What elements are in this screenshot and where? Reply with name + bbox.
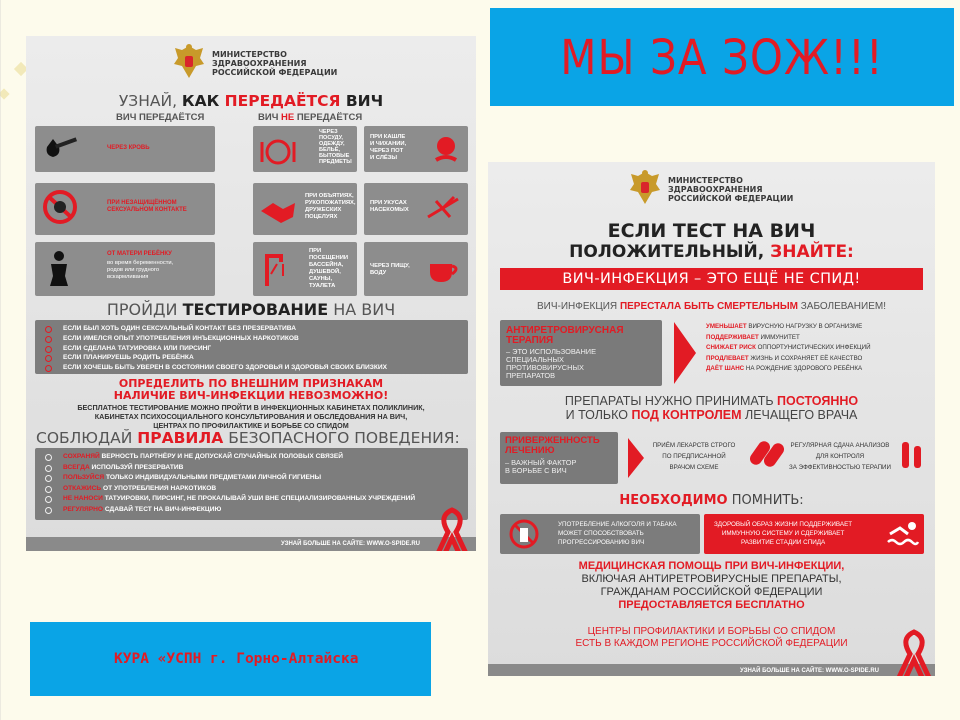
ministry-name: МИНИСТЕРСТВО ЗДРАВООХРАНЕНИЯ РОССИЙСКОЙ ФЕДЕРАЦИИ — [668, 175, 794, 203]
card-cough: ПРИ КАШЛЕ И ЧИХАНИИ, ЧЕРЕЗ ПОТ И СЛЁЗЫ — [364, 126, 468, 172]
mother-icon — [39, 250, 81, 286]
medication-text: ПРЕПАРАТЫ НУЖНО ПРИНИМАТЬ ПОСТОЯННО И ТОЛЬКО ПОД КОНТРОЛЕМ ЛЕЧАЩЕГО ВРАЧА — [564, 394, 859, 422]
art-box: АНТИРЕТРОВИРУСНАЯ ТЕРАПИЯ – ЭТО ИСПОЛЬЗОВАНИЕ СПЕЦИАЛЬНЫХ ПРОТИВОВИРУСНЫХ ПРЕПАРАТОВ — [500, 320, 662, 386]
poster1-footer: УЗНАЙ БОЛЬШЕ НА САЙТЕ: WWW.O-SPIDE.RU — [26, 537, 476, 551]
testing-list — [35, 320, 468, 374]
poster2-footer: УЗНАЙ БОЛЬШЕ НА САЙТЕ: WWW.O-SPIDE.RU — [488, 664, 935, 676]
art-benefit: ПРОДЛЕВАЕТ ЖИЗНЬ И СОХРАНЯЕТ ЕЁ КАЧЕСТВО — [706, 354, 863, 362]
adherence-schedule: ПРИЁМ ЛЕКАРСТВ СТРОГО ПО ПРЕДПИСАННОЙ ВРАЧОМ СХЕМЕ — [652, 442, 736, 471]
cough-icon — [424, 132, 466, 168]
card-pool: ПРИ ПОСЕЩЕНИИ БАССЕЙНА, ДУШЕВОЙ, САУНЫ, ТУАЛЕТА — [253, 242, 357, 296]
card-blood: ЧЕРЕЗ КРОВЬ — [35, 126, 215, 172]
shower-icon — [257, 250, 299, 286]
art-arrow-icon — [674, 322, 696, 384]
mosquito-icon — [422, 191, 464, 227]
coat-of-arms-icon — [628, 168, 662, 210]
art-benefit: ПОДДЕРЖИВАЕТ ИММУНИТЕТ — [706, 333, 800, 341]
art-benefit: ДАЁТ ШАНС НА РОЖДЕНИЕ ЗДОРОВОГО РЕБЁНКА — [706, 365, 863, 373]
transmission-heading: УЗНАЙ, КАК ПЕРЕДАЁТСЯ ВИЧ — [118, 92, 384, 110]
testing-item: ЕСЛИ ПЛАНИРУЕШЬ РОДИТЬ РЕБЁНКА — [63, 353, 462, 363]
prohibited-icon — [39, 189, 81, 225]
rule-item: ПОЛЬЗУЙСЯ ТОЛЬКО ИНДИВИДУАЛЬНЫМИ ПРЕДМЕТАМИ ЛИЧНОЙ ГИГИЕНЫ — [63, 473, 462, 484]
syringe-icon — [39, 129, 81, 165]
ministry-name: МИНИСТЕРСТВО ЗДРАВООХРАНЕНИЯ РОССИЙСКОЙ ФЕДЕРАЦИИ — [212, 49, 338, 77]
column-transmits: ВИЧ ПЕРЕДАЁТСЯ — [116, 112, 205, 123]
rules-heading: СОБЛЮДАЙ ПРАВИЛА БЕЗОПАСНОГО ПОВЕДЕНИЯ: — [36, 429, 460, 447]
handshake-icon — [257, 193, 299, 229]
testing-item: ЕСЛИ ХОЧЕШЬ БЫТЬ УВЕРЕН В СОСТОЯНИИ СВОЕГО ЗДОРОВЬЯ И ЗДОРОВЬЯ СВОИХ БЛИЗКИХ — [63, 363, 462, 373]
dishes-icon — [257, 134, 299, 170]
bad-habits-box: УПОТРЕБЛЕНИЕ АЛКОГОЛЯ И ТАБАКА МОЖЕТ СПОСОБСТВОВАТЬ ПРОГРЕССИРОВАНИЮ ВИЧ — [500, 514, 700, 554]
healthy-life-box: ЗДОРОВЫЙ ОБРАЗ ЖИЗНИ ПОДДЕРЖИВАЕТ ИММУННУЮ СИСТЕМУ И СДЕРЖИВАЕТ РАЗВИТИЕ СТАДИИ СПИДА — [704, 514, 924, 554]
organization-label-box — [30, 622, 431, 696]
free-testing-text: БЕСПЛАТНОЕ ТЕСТИРОВАНИЕ МОЖНО ПРОЙТИ В ИНФЕКЦИОННЫХ КАБИНЕТАХ ПОЛИКЛИНИК, КАБИНЕТАХ ПСИХОСОЦИАЛЬНОГО КОНСУЛЬТИРОВАНИЯ И ОБСЛЕДОВАНИЯ НА ВИЧ, ЦЕНТРАХ ПО ПРОФИЛАКТИКЕ И БОРЬБЕ СО СПИДОМ — [77, 403, 425, 430]
card-hugs: ПРИ ОБЪЯТИЯХ, РУКОПОЖАТИЯХ, ДРУЖЕСКИХ ПОЦЕЛУЯХ — [253, 183, 357, 235]
card-dishes: ЧЕРЕЗ ПОСУДУ, ОДЕЖДУ, БЕЛЬЁ, БЫТОВЫЕ ПРЕДМЕТЫ — [253, 126, 357, 172]
rule-item: ОТКАЖИСЬ ОТ УПОТРЕБЛЕНИЯ НАРКОТИКОВ — [63, 484, 462, 495]
testing-item: ЕСЛИ ИМЕЛСЯ ОПЫТ УПОТРЕБЛЕНИЯ ИНЪЕКЦИОННЫХ НАРКОТИКОВ — [63, 334, 462, 344]
not-deadly-line: ВИЧ-ИНФЕКЦИЯ ПЕРЕСТАЛА БЫТЬ СМЕРТЕЛЬНЫМ ЗАБОЛЕВАНИЕМ! — [536, 301, 886, 312]
poster2-heading-line1: ЕСЛИ ТЕСТ НА ВИЧ — [607, 220, 816, 242]
remember-heading: НЕОБХОДИМО ПОМНИТЬ: — [619, 493, 804, 508]
art-benefit: УМЕНЬШАЕТ ВИРУСНУЮ НАГРУЗКУ В ОРГАНИЗМЕ — [706, 323, 863, 330]
rule-item: ВСЕГДА ИСПОЛЬЗУЙ ПРЕЗЕРВАТИВ — [63, 463, 462, 474]
testing-heading: ПРОЙДИ ТЕСТИРОВАНИЕ НА ВИЧ — [106, 300, 396, 319]
poster-positive-test — [488, 162, 935, 676]
column-not-transmits: ВИЧ НЕ ПЕРЕДАЁТСЯ — [258, 112, 363, 123]
testing-item: ЕСЛИ БЫЛ ХОТЬ ОДИН СЕКСУАЛЬНЫЙ КОНТАКТ БЕЗ ПРЕЗЕРВАТИВА — [63, 324, 462, 334]
swimmer-icon — [886, 520, 920, 548]
slide-title-box — [490, 8, 954, 106]
card-mother-child: ОТ МАТЕРИ РЕБЁНКУ во время беременности, родов или грудного вскармливания — [35, 242, 215, 296]
poster-hiv-transmission — [26, 36, 476, 551]
poster2-heading-line2: ПОЛОЖИТЕЛЬНЫЙ, ЗНАЙТЕ: — [569, 242, 854, 262]
cup-icon — [422, 254, 464, 290]
not-aids-bar: ВИЧ-ИНФЕКЦИЯ – ЭТО ЕЩЁ НЕ СПИД! — [500, 268, 923, 290]
organization-label: КУРА «УСПН г. Горно-Алтайска — [114, 651, 359, 667]
ministry-logo — [172, 42, 337, 84]
rule-item: СОХРАНЯЙ ВЕРНОСТЬ ПАРТНЁРУ И НЕ ДОПУСКАЙ СЛУЧАЙНЫХ ПОЛОВЫХ СВЯЗЕЙ — [63, 452, 462, 463]
card-unprotected: ПРИ НЕЗАЩИЩЁННОМ СЕКСУАЛЬНОМ КОНТАКТЕ — [35, 183, 215, 235]
aids-centers-text: ЦЕНТРЫ ПРОФИЛАКТИКИ И БОРЬБЫ СО СПИДОМ ЕСТЬ В КАЖДОМ РЕГИОНЕ РОССИЙСКОЙ ФЕДЕРАЦИИ — [575, 626, 848, 649]
ministry-logo — [628, 168, 793, 210]
adherence-tests: РЕГУЛЯРНАЯ СДАЧА АНАЛИЗОВ ДЛЯ КОНТРОЛЯ ЗА ЭФФЕКТИВНОСТЬЮ ТЕРАПИИ — [789, 442, 891, 471]
rule-item: РЕГУЛЯРНО СДАВАЙ ТЕСТ НА ВИЧ-ИНФЕКЦИЮ — [63, 505, 462, 516]
test-tubes-icon — [898, 438, 926, 472]
red-ribbon-icon — [430, 506, 474, 551]
rule-item: НЕ НАНОСИ ТАТУИРОВКИ, ПИРСИНГ, НЕ ПРОКАЛЫВАЙ УШИ ВНЕ СПЕЦИАЛИЗИРОВАННЫХ УЧРЕЖДЕНИЙ — [63, 494, 462, 505]
rules-list — [35, 448, 468, 520]
coat-of-arms-icon — [172, 42, 206, 84]
no-alcohol-icon — [508, 518, 540, 550]
slide-title: МЫ ЗА ЗОЖ!!! — [560, 28, 884, 86]
card-food: ЧЕРЕЗ ПИЩУ, ВОДУ — [364, 242, 468, 296]
art-benefits-list — [706, 322, 871, 375]
adherence-box: ПРИВЕРЖЕННОСТЬ ЛЕЧЕНИЮ – ВАЖНЫЙ ФАКТОР В БОРЬБЕ С ВИЧ — [500, 432, 618, 484]
free-help-text: МЕДИЦИНСКАЯ ПОМОЩЬ ПРИ ВИЧ-ИНФЕКЦИИ, ВКЛЮЧАЯ АНТИРЕТРОВИРУСНЫЕ ПРЕПАРАТЫ, ГРАЖДАНАМ РОССИЙСКОЙ ФЕДЕРАЦИИ ПРЕДОСТАВЛЯЕТСЯ БЕСПЛАТНО — [578, 560, 845, 611]
red-ribbon-icon — [892, 628, 935, 676]
card-insects: ПРИ УКУСАХ НАСЕКОМЫХ — [364, 183, 468, 235]
art-benefit: СНИЖАЕТ РИСК ОППОРТУНИСТИЧЕСКИХ ИНФЕКЦИЙ — [706, 344, 871, 352]
pills-icon — [750, 436, 784, 472]
warning-text: ОПРЕДЕЛИТЬ ПО ВНЕШНИМ ПРИЗНАКАМ НАЛИЧИЕ ВИЧ-ИНФЕКЦИИ НЕВОЗМОЖНО! — [113, 377, 389, 402]
testing-item: ЕСЛИ СДЕЛАНА ТАТУИРОВКА ИЛИ ПИРСИНГ — [63, 344, 462, 354]
